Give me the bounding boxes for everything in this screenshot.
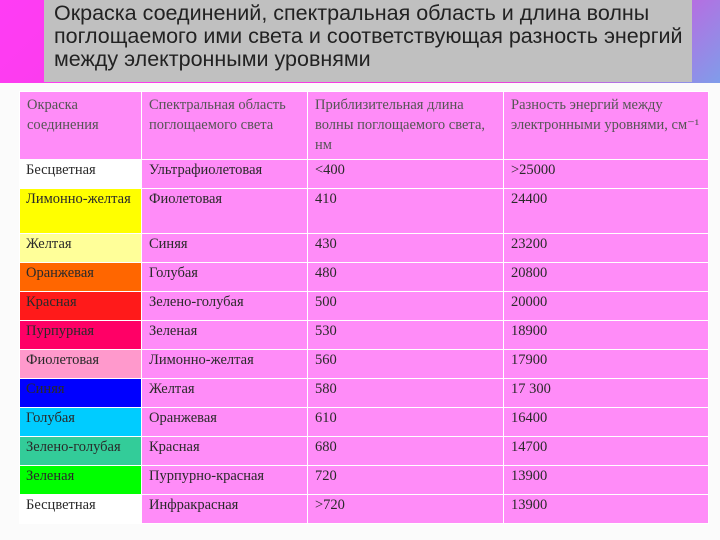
header-color: Окраска соединения	[20, 92, 142, 160]
wavelength-cell: <400	[308, 160, 504, 189]
wavelength-cell: 680	[308, 437, 504, 466]
color-cell: Голубая	[20, 408, 142, 437]
table-row	[20, 292, 709, 321]
table-row	[20, 350, 709, 379]
color-cell: Бесцветная	[20, 495, 142, 524]
energy-cell: 24400	[504, 189, 709, 234]
header-region: Спектральная область поглощаемого света	[142, 92, 308, 160]
color-cell: Красная	[20, 292, 142, 321]
table-row	[20, 189, 709, 234]
region-cell: Синяя	[142, 234, 308, 263]
wavelength-cell: 430	[308, 234, 504, 263]
wavelength-cell: 500	[308, 292, 504, 321]
energy-cell: 17 300	[504, 379, 709, 408]
energy-cell: 13900	[504, 466, 709, 495]
wavelength-cell: 480	[308, 263, 504, 292]
energy-cell: 20800	[504, 263, 709, 292]
header-energy: Разность энергий между электронными уровнями, см⁻¹	[504, 92, 709, 160]
region-cell: Зеленая	[142, 321, 308, 350]
header-wavelength: Приблизительная длина волны поглощаемого света, нм	[308, 92, 504, 160]
table-row	[20, 437, 709, 466]
color-cell: Синяя	[20, 379, 142, 408]
energy-cell: 18900	[504, 321, 709, 350]
color-cell: Фиолетовая	[20, 350, 142, 379]
wavelength-cell: 580	[308, 379, 504, 408]
region-cell: Зелено-голубая	[142, 292, 308, 321]
color-cell: Зеленая	[20, 466, 142, 495]
table-row	[20, 234, 709, 263]
table-row	[20, 321, 709, 350]
color-cell: Зелено-голубая	[20, 437, 142, 466]
region-cell: Ультрафиолетовая	[142, 160, 308, 189]
wavelength-cell: 410	[308, 189, 504, 234]
table-row	[20, 379, 709, 408]
energy-cell: 23200	[504, 234, 709, 263]
page-title: Окраска соединений, спектральная область и длина волны поглощаемого ими света и соответствующая разность энергий между электронными уровнями	[54, 1, 683, 71]
color-cell: Бесцветная	[20, 160, 142, 189]
wavelength-cell: 610	[308, 408, 504, 437]
table-body	[20, 92, 709, 524]
color-cell: Лимонно-желтая	[20, 189, 142, 234]
wavelength-cell: >720	[308, 495, 504, 524]
table-row	[20, 408, 709, 437]
region-cell: Красная	[142, 437, 308, 466]
region-cell: Пурпурно-красная	[142, 466, 308, 495]
region-cell: Инфракрасная	[142, 495, 308, 524]
table-row	[20, 495, 709, 524]
table-row	[20, 466, 709, 495]
energy-cell: 17900	[504, 350, 709, 379]
title-box	[44, 0, 692, 82]
color-cell: Пурпурная	[20, 321, 142, 350]
region-cell: Лимонно-желтая	[142, 350, 308, 379]
energy-cell: >25000	[504, 160, 709, 189]
region-cell: Желтая	[142, 379, 308, 408]
wavelength-cell: 720	[308, 466, 504, 495]
table-row	[20, 263, 709, 292]
wavelength-cell: 560	[308, 350, 504, 379]
region-cell: Фиолетовая	[142, 189, 308, 234]
color-cell: Желтая	[20, 234, 142, 263]
table-row	[20, 160, 709, 189]
data-table	[19, 91, 709, 524]
region-cell: Оранжевая	[142, 408, 308, 437]
table-header-row	[20, 92, 709, 160]
wavelength-cell: 530	[308, 321, 504, 350]
energy-cell: 14700	[504, 437, 709, 466]
energy-cell: 13900	[504, 495, 709, 524]
energy-cell: 16400	[504, 408, 709, 437]
energy-cell: 20000	[504, 292, 709, 321]
region-cell: Голубая	[142, 263, 308, 292]
color-cell: Оранжевая	[20, 263, 142, 292]
